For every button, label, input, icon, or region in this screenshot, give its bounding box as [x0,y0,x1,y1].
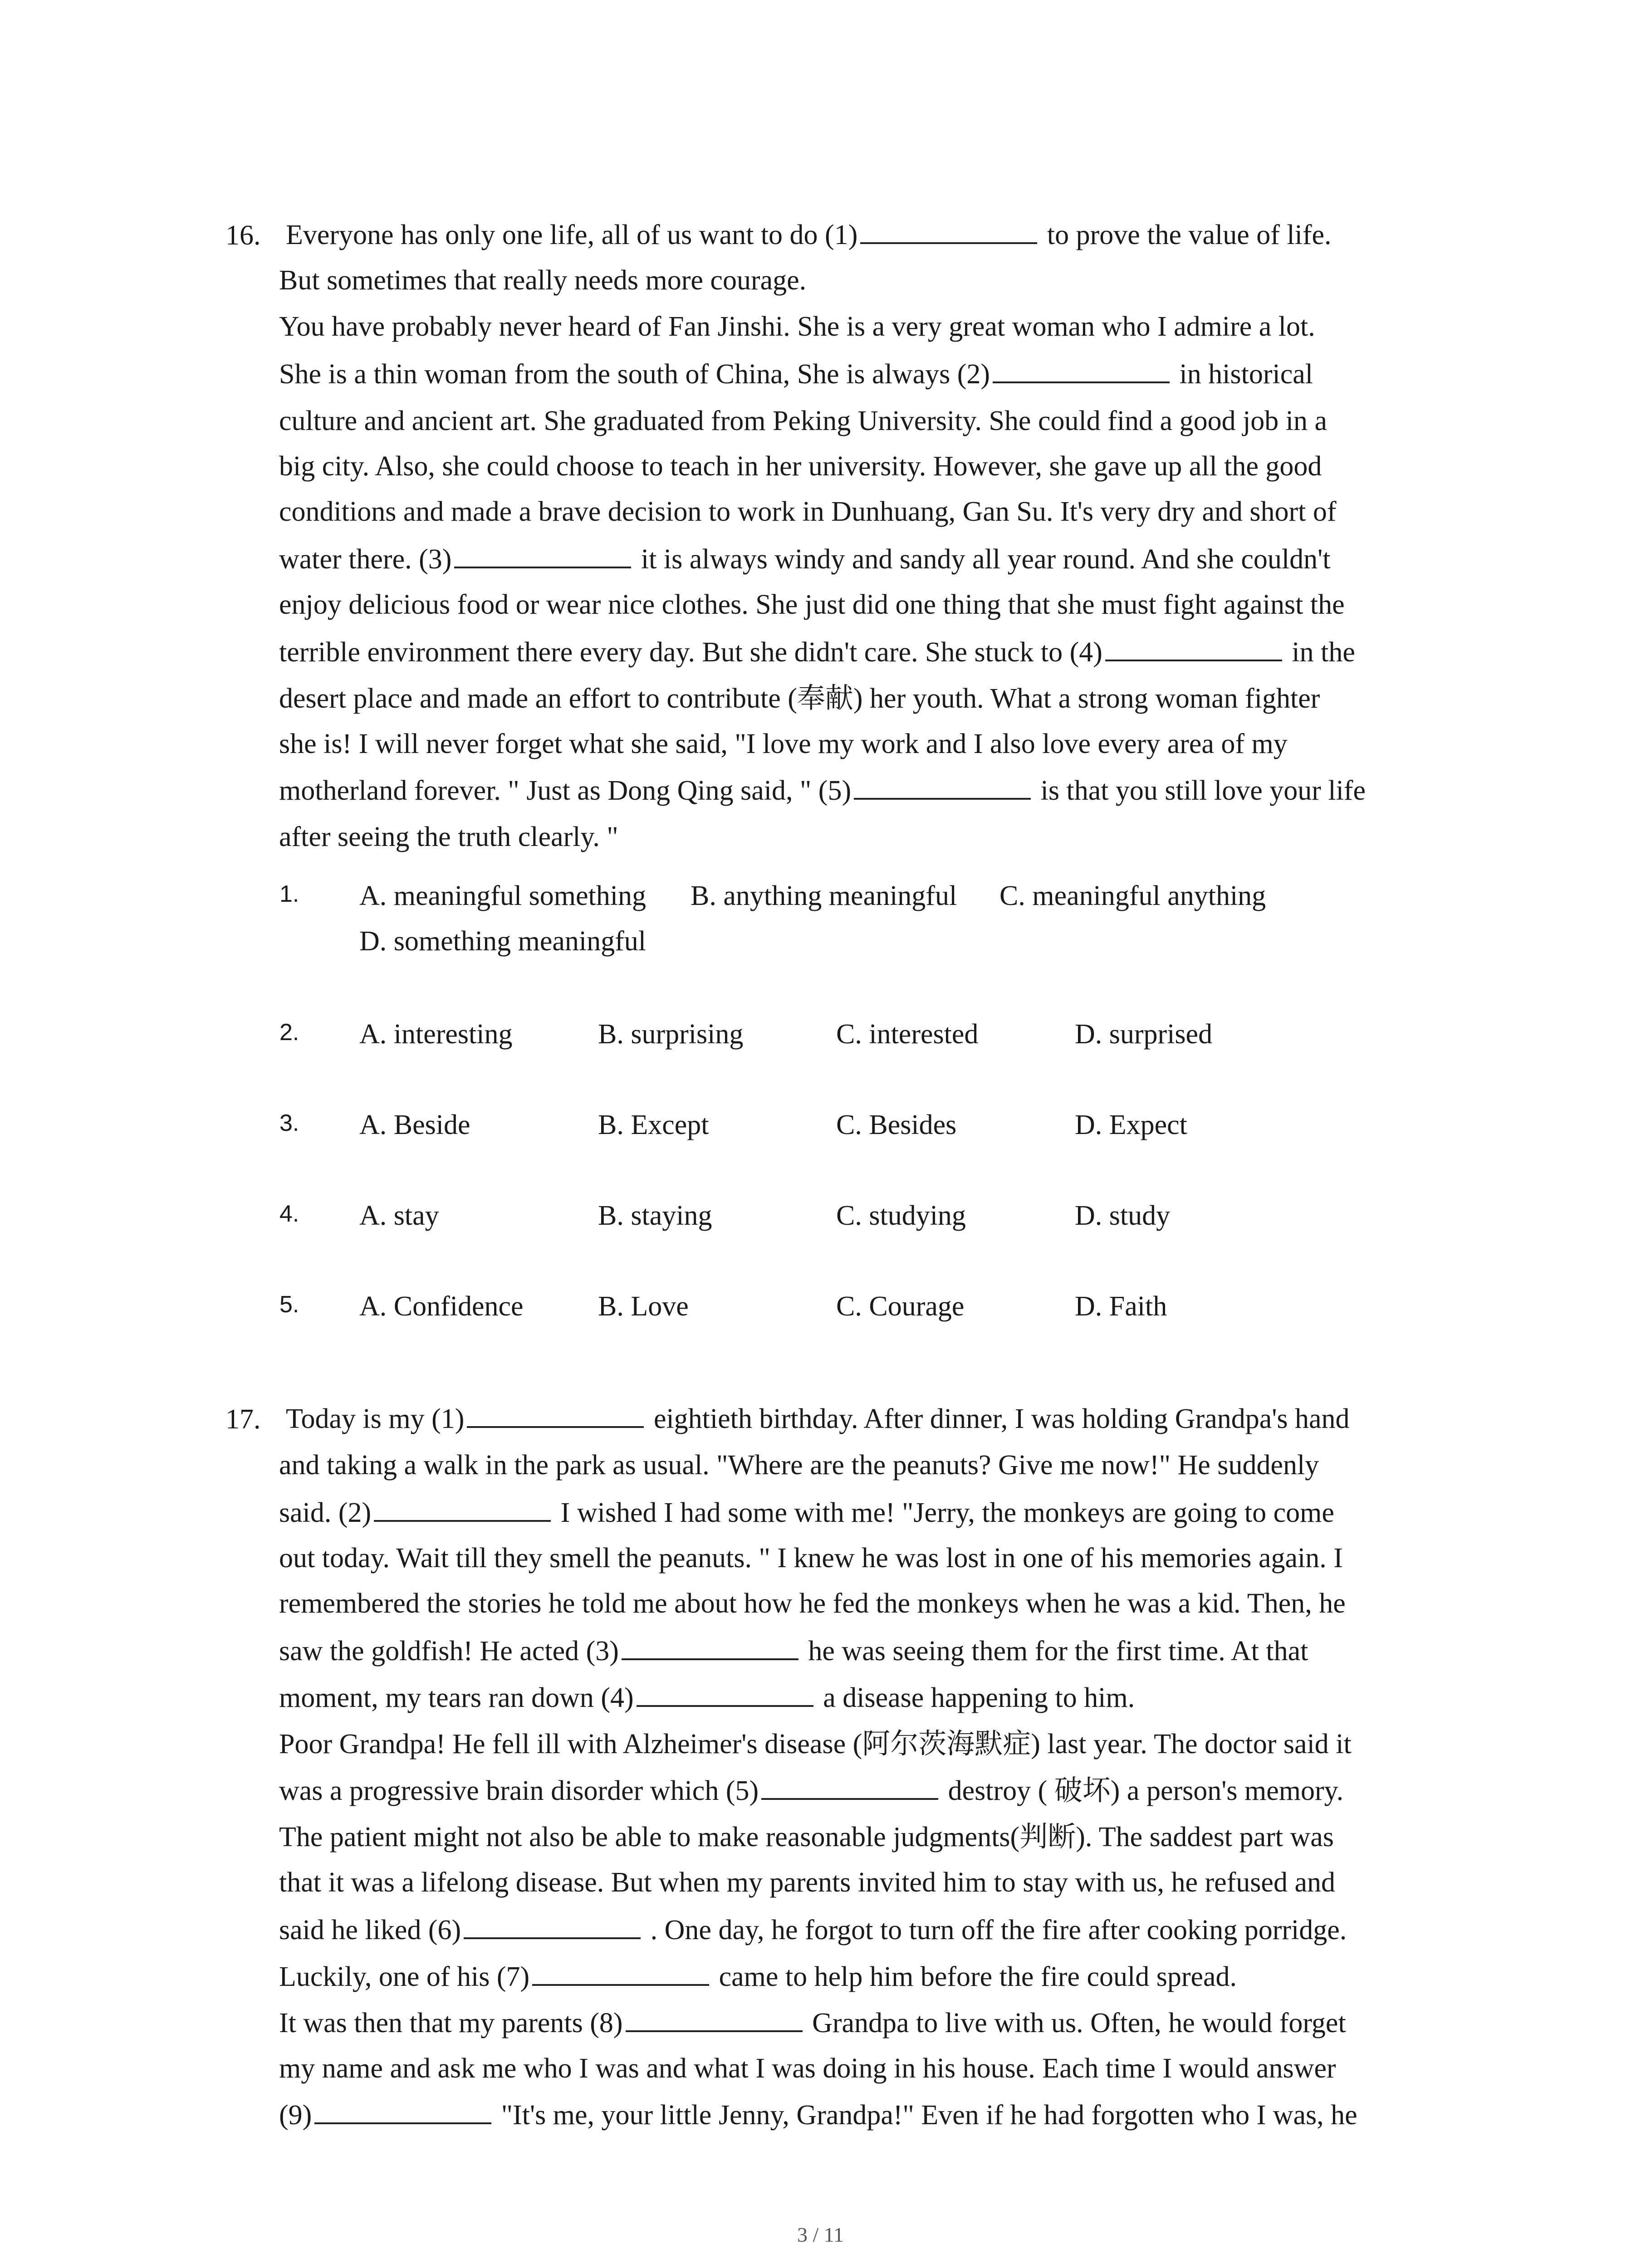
passage-text: Poor Grandpa! He fell ill with Alzheimer's disease (阿尔茨海默症) last year. The doctor said it [279,1729,1352,1760]
option-choice[interactable]: C. Besides [836,1110,957,1140]
passage-text: said. (2) [279,1497,372,1528]
option-choice[interactable]: A. interesting [359,1019,513,1050]
passage-text: out today. Wait till they smell the peanuts. " I knew he was lost in one of his memories again. I [279,1543,1343,1574]
option-choice[interactable]: D. something meaningful [359,926,646,957]
passage-text: after seeing the truth clearly. " [279,821,618,852]
passage-text: terrible environment there every day. But she didn't care. She stuck to (4) [279,637,1102,668]
passage-text: big city. Also, she could choose to teach in her university. However, she gave up all the good [279,451,1322,482]
passage-text: to prove the value of life. [1040,220,1332,250]
passage-line [279,444,1468,489]
option-choice[interactable]: A. meaningful something [359,880,646,911]
passage-text: he was seeing them for the first time. At that [801,1636,1308,1667]
passage-text: culture and ancient art. She graduated from Peking University. She could find a good job in a [279,406,1327,436]
passage-line [279,1907,1468,1953]
answer-blank [860,219,1037,244]
option-choice[interactable]: C. Courage [836,1291,965,1322]
answer-blank [454,543,631,568]
passage-text: moment, my tears ran down (4) [279,1682,634,1713]
passage-line [279,537,1468,582]
passage-line [279,1535,1468,1581]
passage-line [279,352,1468,397]
passage-text: saw the goldfish! He acted (3) [279,1636,619,1667]
passage-text: it is always windy and sandy all year round. And she couldn't [634,544,1331,575]
option-number: 4. [279,1201,299,1227]
passage-line [279,582,1468,627]
option-choice[interactable]: D. study [1075,1200,1171,1231]
option-number: 2. [279,1019,299,1046]
passage-text: is that you still love your life [1034,775,1366,806]
passage-line [279,721,1468,767]
option-choice[interactable]: D. Faith [1075,1291,1167,1322]
passage-text: she is! I will never forget what she said, "I love my work and I also love every area of my [279,728,1288,759]
passage-text: water there. (3) [279,544,452,575]
passage-text: I wished I had some with me! "Jerry, the monkeys are going to come [554,1497,1334,1528]
answer-blank [626,2007,803,2032]
answer-blank [761,1774,938,1800]
passage-text: But sometimes that really needs more courage. [279,265,807,296]
answer-blank [637,1681,813,1707]
option-choice[interactable]: B. surprising [598,1019,744,1050]
passage-line [279,676,1468,721]
passage-line [279,2046,1468,2091]
page-number: 3 / 11 [797,2223,844,2246]
option-choice[interactable]: B. Except [598,1110,709,1140]
passage-text: a disease happening to him. [816,1682,1135,1713]
answer-blank [314,2099,491,2124]
passage-text: remembered the stories he told me about how he fed the monkeys when he was a kid. Then, he [279,1588,1346,1619]
passage-text: . One day, he forgot to turn off the fire after cooking porridge. [643,1915,1347,1945]
passage-line [279,2000,1468,2046]
option-choice[interactable]: B. anything meaningful [691,880,957,911]
question-16-number: 16. [225,220,261,251]
option-choice[interactable]: C. interested [836,1019,979,1050]
passage-text: She is a thin woman from the south of China, She is always (2) [279,359,990,390]
passage-line [279,1442,1468,1488]
option-choice[interactable]: B. staying [598,1200,712,1231]
option-choice[interactable]: A. Confidence [359,1291,524,1322]
answer-blank [993,358,1170,383]
answer-blank [1105,636,1282,661]
passage-line [279,489,1468,534]
answer-blank [532,1960,709,1986]
passage-line [279,1628,1468,1674]
passage-text: Everyone has only one life, all of us want to do (1) [286,220,858,250]
passage-text: Grandpa to live with us. Often, he would forget [805,2008,1346,2038]
passage-text: It was then that my parents (8) [279,2008,623,2038]
passage-text: Today is my (1) [286,1403,465,1434]
passage-line [279,398,1468,444]
passage-line [279,1768,1468,1813]
question-17-number: 17. [225,1404,261,1435]
passage-line [286,1396,1474,1442]
option-choice[interactable]: A. stay [359,1200,439,1231]
passage-line [279,630,1468,675]
answer-blank [374,1496,551,1522]
option-choice[interactable]: C. studying [836,1200,966,1231]
passage-text: You have probably never heard of Fan Jinshi. She is a very great woman who I admire a lot. [279,311,1315,342]
passage-text: desert place and made an effort to contribute (奉献) her youth. What a strong woman fighter [279,683,1320,714]
passage-line [279,1954,1468,1999]
passage-text: and taking a walk in the park as usual. "Where are the peanuts? Give me now!" He suddenly [279,1450,1319,1481]
passage-text: in historical [1172,359,1313,390]
passage-text: eightieth birthday. After dinner, I was holding Grandpa's hand [647,1403,1350,1434]
option-choice[interactable]: C. meaningful anything [999,880,1266,911]
passage-line [279,1860,1468,1905]
option-choice[interactable]: D. Expect [1075,1110,1187,1140]
passage-text: motherland forever. " Just as Dong Qing said, " (5) [279,775,852,806]
passage-text: said he liked (6) [279,1915,461,1945]
answer-blank [854,774,1031,800]
passage-line [279,768,1468,813]
passage-text: destroy ( 破坏) a person's memory. [941,1775,1344,1806]
option-choice[interactable]: D. surprised [1075,1019,1213,1050]
answer-blank [622,1635,798,1660]
passage-text: was a progressive brain disorder which (5) [279,1775,759,1806]
passage-text: "It's me, your little Jenny, Grandpa!" Even if he had forgotten who I was, he [494,2100,1357,2131]
passage-text: conditions and made a brave decision to work in Dunhuang, Gan Su. It's very dry and short of [279,496,1337,527]
answer-blank [464,1914,641,1939]
passage-line [279,1721,1468,1767]
passage-line [279,258,1468,303]
passage-text: Luckily, one of his (7) [279,1961,530,1992]
passage-line [279,2092,1468,2138]
option-number: 5. [279,1291,299,1318]
option-number: 3. [279,1110,299,1136]
option-choice[interactable]: A. Beside [359,1110,470,1140]
passage-line [279,304,1468,349]
passage-text: (9) [279,2100,312,2131]
passage-text: came to help him before the fire could spread. [712,1961,1237,1992]
passage-line [279,814,1468,860]
passage-text: my name and ask me who I was and what I was doing in his house. Each time I would answer [279,2053,1336,2084]
passage-line [279,1490,1468,1535]
option-number: 1. [279,881,299,907]
passage-line [279,1581,1468,1626]
answer-blank [467,1403,644,1428]
option-choice[interactable]: B. Love [598,1291,689,1322]
passage-text: in the [1284,637,1355,668]
passage-line [279,1814,1468,1860]
passage-line [279,1675,1468,1721]
passage-text: The patient might not also be able to make reasonable judgments(判断). The saddest part was [279,1822,1334,1853]
passage-text: enjoy delicious food or wear nice clothes. She just did one thing that she must fight against the [279,589,1345,620]
passage-text: that it was a lifelong disease. But when my parents invited him to stay with us, he refused and [279,1867,1335,1898]
passage-line [286,212,1474,258]
